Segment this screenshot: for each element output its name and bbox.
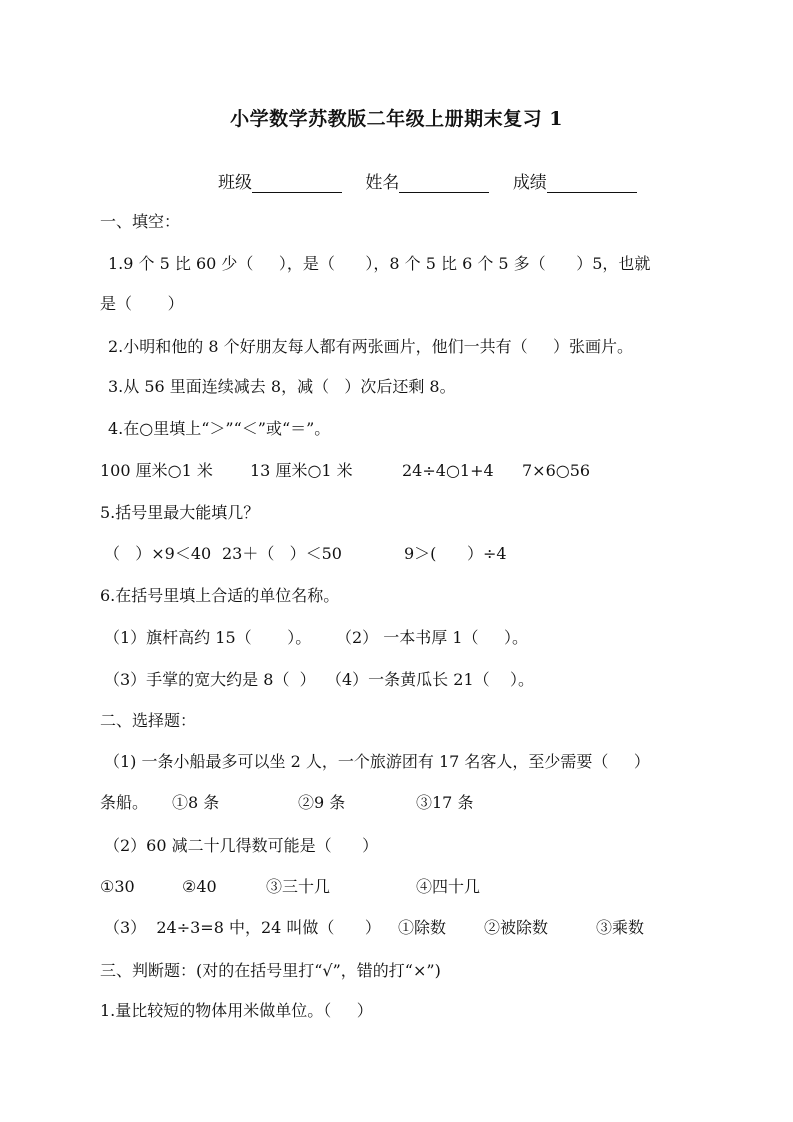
s1-q5-item: 23＋（ ）＜50 [222, 544, 342, 563]
name-field [365, 168, 489, 193]
s1-q6: 6.在括号里填上合适的单位名称。 [100, 586, 340, 605]
section2-heading: 二、选择题： [100, 711, 197, 730]
class-field [218, 168, 342, 193]
s2-q2-option[interactable]: ④四十几 [416, 877, 481, 896]
page-title: 小学数学苏教版二年级上册期末复习 1 [230, 108, 563, 130]
s2-q3-option[interactable]: ③乘数 [596, 918, 645, 937]
s3-q1: 1.量比较短的物体用米做单位。（ ） [100, 1001, 373, 1020]
s2-q3-option[interactable]: ②被除数 [484, 918, 549, 937]
score-label: 成绩 [512, 173, 547, 193]
s1-q4-item: 13 厘米○1 米 [250, 461, 353, 480]
s2-q2-option[interactable]: ②40 [182, 877, 217, 896]
s1-q1-line1: 1.9 个 5 比 60 少（ ），是（ ），8 个 5 比 6 个 5 多（ ）5，也就 [108, 254, 651, 273]
s1-q4-item: 100 厘米○1 米 [100, 461, 213, 480]
s1-q3: 3.从 56 里面连续减去 8，减（ ）次后还剩 8。 [108, 377, 456, 396]
s1-q1-line2: 是（ ） [100, 294, 184, 313]
score-blank[interactable] [547, 174, 637, 193]
class-blank[interactable] [252, 174, 342, 193]
s2-q1-line1: （1) 一条小船最多可以坐 2 人，一个旅游团有 17 名客人，至少需要（ ） [104, 752, 650, 771]
s2-q1-option[interactable]: ③17 条 [416, 793, 474, 812]
class-label: 班级 [218, 173, 252, 193]
s1-q6-item: （3）手掌的宽大约是 8（ ） [104, 670, 316, 689]
s1-q4-item: 7×6○56 [522, 461, 591, 480]
s2-q3-prefix: （3） 24÷3=8 中，24 叫做（ ） [104, 918, 381, 937]
s2-q2-option[interactable]: ①30 [100, 877, 135, 896]
s1-q4: 4.在○里填上“＞”“＜”或“＝”。 [108, 419, 331, 438]
s1-q5: 5.括号里最大能填几？ [100, 503, 260, 522]
s1-q6-item: （1）旗杆高约 15（ ）。 [104, 628, 312, 647]
section1-heading: 一、填空： [100, 212, 181, 231]
s1-q5-item: （ ）×9＜40 [104, 544, 212, 563]
score-field [513, 168, 637, 193]
s2-q1-option[interactable]: ②9 条 [298, 793, 346, 812]
section3-heading: 三、判断题：(对的在括号里打“√”，错的打“×”) [100, 961, 441, 980]
s1-q6-item: （4）一条黄瓜长 21（ ）。 [326, 670, 534, 689]
s1-q2: 2.小明和他的 8 个好朋友每人都有两张画片，他们一共有（ ）张画片。 [108, 337, 634, 356]
name-label: 姓名 [365, 173, 400, 193]
s2-q2: （2）60 减二十几得数可能是（ ） [104, 836, 379, 855]
s2-q2-option[interactable]: ③三十几 [266, 877, 331, 896]
student-info-row [218, 168, 655, 193]
name-blank[interactable] [399, 174, 489, 193]
s1-q4-item: 24÷4○1+4 [402, 461, 494, 480]
s1-q6-item: （2） 一本书厚 1（ ）。 [336, 628, 528, 647]
s1-q5-item: 9＞( ）÷4 [404, 544, 507, 563]
s2-q3-option[interactable]: ①除数 [398, 918, 447, 937]
s2-q1-line2-prefix: 条船。 [100, 793, 149, 812]
s2-q1-option[interactable]: ①8 条 [172, 793, 220, 812]
